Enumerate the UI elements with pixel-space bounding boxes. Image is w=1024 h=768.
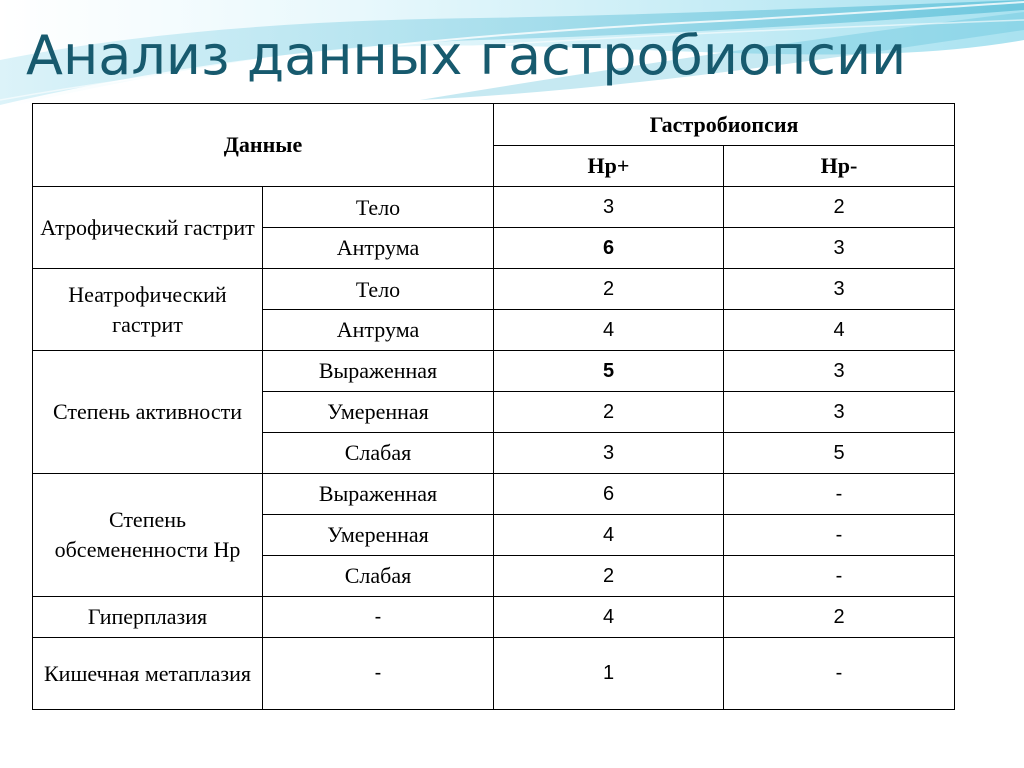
table-row	[33, 638, 955, 710]
row-sub-label: -	[263, 597, 494, 638]
group-label-metaplasia: Кишечная метаплазия	[33, 638, 263, 710]
table-row	[33, 187, 955, 228]
cell-hp-negative: -	[724, 515, 955, 556]
group-label-activity: Степень активности	[33, 351, 263, 474]
cell-hp-positive: 2	[494, 392, 724, 433]
group-label-colonization: Степень обсемененности Hp	[33, 474, 263, 597]
header-row-1	[33, 104, 955, 146]
row-sub-label: Умеренная	[263, 515, 494, 556]
group-label-hyperplasia: Гиперплазия	[33, 597, 263, 638]
row-sub-label: Антрума	[263, 228, 494, 269]
cell-hp-positive: 2	[494, 556, 724, 597]
cell-hp-positive: 4	[494, 310, 724, 351]
cell-hp-positive: 3	[494, 433, 724, 474]
row-sub-label: Тело	[263, 269, 494, 310]
cell-hp-positive: 4	[494, 515, 724, 556]
row-sub-label: Выраженная	[263, 474, 494, 515]
cell-hp-negative: 2	[724, 597, 955, 638]
cell-hp-positive: 2	[494, 269, 724, 310]
table-row	[33, 474, 955, 515]
header-data: Данные	[33, 104, 494, 187]
cell-hp-negative: -	[724, 556, 955, 597]
cell-hp-negative: 3	[724, 228, 955, 269]
group-label-atrophic: Атрофический гастрит	[33, 187, 263, 269]
row-sub-label: Выраженная	[263, 351, 494, 392]
cell-hp-negative: 3	[724, 392, 955, 433]
header-hp-negative: Hp-	[724, 146, 955, 187]
page-title: Анализ данных гастробиопсии	[26, 24, 907, 87]
row-sub-label: Тело	[263, 187, 494, 228]
cell-hp-negative: 3	[724, 269, 955, 310]
cell-hp-negative: 2	[724, 187, 955, 228]
table-row	[33, 351, 955, 392]
cell-hp-positive: 6	[494, 474, 724, 515]
table-row	[33, 269, 955, 310]
header-hp-positive: Hp+	[494, 146, 724, 187]
cell-hp-positive: 5	[494, 351, 724, 392]
cell-hp-negative: -	[724, 638, 955, 710]
table-row	[33, 597, 955, 638]
row-sub-label: Антрума	[263, 310, 494, 351]
header-gastrobiopsy: Гастробиопсия	[494, 104, 955, 146]
cell-hp-negative: -	[724, 474, 955, 515]
row-sub-label: Слабая	[263, 433, 494, 474]
cell-hp-positive: 3	[494, 187, 724, 228]
row-sub-label: Слабая	[263, 556, 494, 597]
biopsy-table	[32, 103, 955, 710]
cell-hp-negative: 4	[724, 310, 955, 351]
cell-hp-positive: 4	[494, 597, 724, 638]
cell-hp-negative: 3	[724, 351, 955, 392]
row-sub-label: Умеренная	[263, 392, 494, 433]
cell-hp-negative: 5	[724, 433, 955, 474]
cell-hp-positive: 6	[494, 228, 724, 269]
cell-hp-positive: 1	[494, 638, 724, 710]
group-label-nonatrophic: Неатрофический гастрит	[33, 269, 263, 351]
row-sub-label: -	[263, 638, 494, 710]
